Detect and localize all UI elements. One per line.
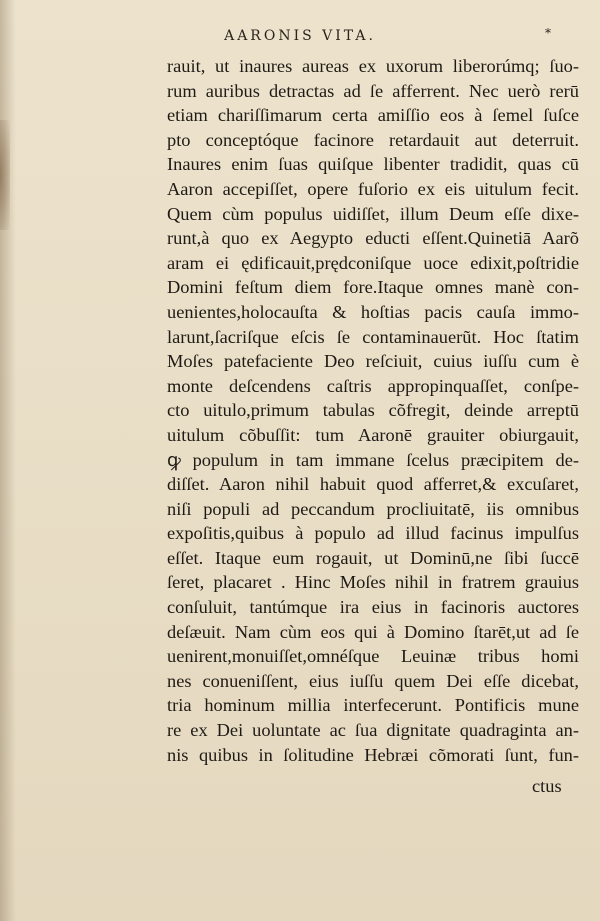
text-line: Moſes patefaciente Deo reſciuit, cuius iuſſu cum è: [167, 351, 579, 372]
text-line: deſæuit. Nam cùm eos qui à Domino ſtarēt,ut ad ſe: [167, 621, 579, 642]
text-line: Domini feſtum diem fore.Itaque omnes manè con-: [167, 277, 579, 298]
text-line: Aaron accepiſſet, opere fuſorio ex eis uitulum fecit.: [167, 178, 579, 199]
text-line: runt,à quo ex Aegypto educti eſſent.Quinetiā Aarõ: [167, 228, 579, 249]
text-line: re ex Dei uoluntate ac ſua dignitate quadraginta an-: [167, 720, 579, 741]
text-line: nes conueniſſent, eius iuſſu quem Dei eſſe dicebat,: [167, 670, 579, 691]
text-line: uitulum cõbuſſit: tum Aaronē grauiter obiurgauit,: [167, 424, 579, 445]
text-line: ꝙ populum in tam immane ſcelus præcipitem de-: [167, 449, 579, 470]
text-line: Inaures enim ſuas quiſque libenter tradidit, quas cū: [167, 154, 579, 175]
running-head: AARONIS VITA.: [224, 28, 376, 44]
body-text: [167, 54, 579, 767]
text-line: expoſitis,quibus à populo ad illud facinus impulſus: [167, 523, 579, 544]
text-line: nis quibus in ſolitudine Hebræi cõmorati ſunt, fun-: [167, 744, 579, 765]
text-line: aram ei ędificauit,prędconiſque uoce edixit,poſtridie: [167, 252, 579, 273]
text-line: monte deſcendens caſtris appropinquaſſet, conſpe-: [167, 375, 579, 396]
text-line: Quem cùm populus uidiſſet, illum Deum eſſe dixe-: [167, 203, 579, 224]
catchword: ctus: [532, 776, 562, 796]
text-line: uenientes,holocauſta & hoſtias pacis cauſa immo-: [167, 301, 579, 322]
printer-mark: *: [545, 26, 551, 40]
edge-stain: [0, 120, 10, 230]
text-line: etiam chariſſimarum certa amiſſio eos à ſemel ſuſce: [167, 105, 579, 126]
text-line: pto conceptóque facinore retardauit aut deterruit.: [167, 129, 579, 150]
text-line: rum auribus detractas ad ſe afferrent. Nec uerò rerū: [167, 80, 579, 101]
text-line: eſſet. Itaque eum rogauit, ut Dominū,ne ſibi ſuccē: [167, 547, 579, 568]
text-line: larunt,ſacriſque eſcis ſe contaminauerũt. Hoc ſtatim: [167, 326, 579, 347]
text-line: cto uitulo,primum tabulas cõfregit, deinde arreptū: [167, 400, 579, 421]
text-line: rauit, ut inaures aureas ex uxorum liberorúmq; ſuo-: [167, 56, 579, 76]
text-line: uenirent,monuiſſet,omnéſque Leuinæ tribus homi: [167, 646, 579, 667]
text-line: conſuluit, tantúmque ira eius in facinoris auctores: [167, 597, 579, 618]
text-line: ſeret, placaret . Hinc Moſes nihil in fratrem grauius: [167, 572, 579, 593]
text-line: tria hominum millia interfecerunt. Pontificis mune: [167, 695, 579, 716]
text-line: niſi populi ad peccandum procliuitatē, iis omnibus: [167, 498, 579, 519]
text-line: diſſet. Aaron nihil habuit quod afferret,& excuſaret,: [167, 474, 579, 495]
